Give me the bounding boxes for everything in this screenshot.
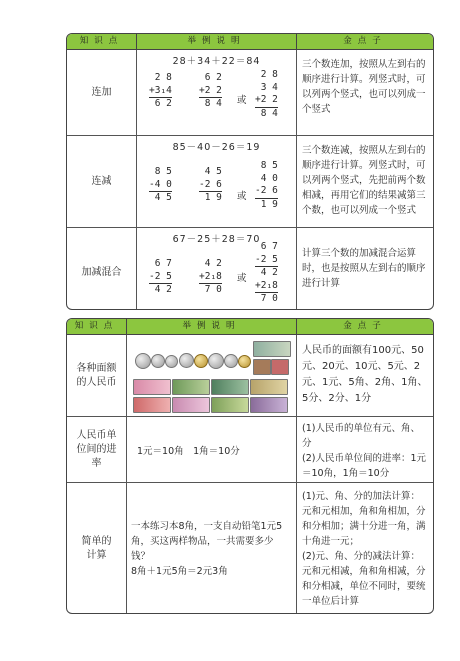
banknote-icon [172, 397, 210, 413]
table-row [67, 417, 433, 483]
example-cell: 一本练习本8角，一支自动铅笔1元5角，买这两样物品，一共需要多少钱？ 8角＋1元5角＝2元3角 [127, 483, 297, 614]
tip-cell: (1)人民币的单位有元、角、分 (2)人民币单位间的进率：1元＝10角，1角＝10分 [302, 423, 427, 479]
tip-cell: (1)元、角、分的加法计算：元和元相加，角和角相加，分和分相加；满十分进一角，满十角进一元； (2)元、角、分的减法计算：元和元相减，角和角相减，分和分相减，单位不同时，要统一单位后计算 [302, 491, 426, 607]
vertical-calc: 6 2 +2 2 8 4 [199, 72, 222, 109]
vertical-calc: 8 5 4 0 -2 6 1 9 [255, 160, 278, 210]
example-cell [137, 50, 297, 135]
topic-cell: 各种面额的人民币 [67, 335, 127, 416]
vertical-calc: 4 2 +2₁8 7 0 [199, 258, 222, 295]
table-row [67, 483, 433, 614]
banknote-icon [133, 379, 171, 395]
topic-cell: 简单的计算 [67, 483, 127, 614]
or-label: 或 [237, 191, 247, 202]
topic-cell: 连减 [67, 136, 137, 227]
coin-icon [208, 353, 224, 369]
table-row [67, 136, 433, 228]
or-label: 或 [237, 95, 247, 106]
header-tip: 金点子 [343, 36, 387, 46]
header-topic: 知识点 [67, 34, 137, 49]
banknote-icon [271, 359, 289, 375]
coin-icon [135, 353, 151, 369]
example-cell [127, 335, 297, 416]
example-cell [137, 136, 297, 227]
tip-cell: 三个数连加，按照从左到右的顺序进行计算。列竖式时，可以列两个竖式，也可以列成一个竖式 [302, 59, 426, 115]
banknote-icon [253, 341, 291, 357]
banknote-icon [211, 379, 249, 395]
table-row [67, 50, 433, 136]
coin-icon [165, 355, 178, 368]
table-header [67, 319, 433, 335]
header-example: 举例说明 [127, 319, 297, 334]
coin-icon [194, 354, 208, 368]
example-cell: 1元＝10角 1角＝10分 [127, 417, 297, 482]
vertical-calc: 8 5 -4 0 4 5 [149, 166, 172, 203]
banknote-icon [253, 359, 271, 375]
coin-icon [179, 353, 194, 368]
tip-cell: 计算三个数的加减混合运算时，也是按照从左到右的顺序进行计算 [302, 248, 426, 289]
coin-icon [224, 354, 238, 368]
table-header [67, 34, 433, 50]
header-tip: 金点子 [343, 321, 387, 331]
vertical-calc: 2 8 +3₁4 6 2 [149, 72, 172, 109]
banknote-icon [250, 397, 288, 413]
banknote-icon [172, 379, 210, 395]
table-row [67, 335, 433, 417]
knowledge-table-addsub [66, 33, 434, 310]
rmb-banknotes-image [133, 339, 289, 417]
topic-cell: 人民币单位间的进率 [67, 417, 127, 482]
banknote-icon [250, 379, 288, 395]
equation: 85－40－26＝19 [172, 142, 261, 153]
tip-cell: 人民币的面额有100元、50元、20元、10元、5元、2元、1元、5角、2角、1角、5分、2分、1分 [302, 345, 428, 404]
vertical-calc: 4 5 -2 6 1 9 [199, 166, 222, 203]
vertical-calc: 2 8 3 4 +2 2 8 4 [255, 69, 278, 119]
knowledge-table-money [66, 318, 434, 614]
topic-cell: 加减混合 [67, 228, 137, 310]
banknote-icon [211, 397, 249, 413]
vertical-calc: 6 7 -2 5 4 2 [149, 258, 172, 295]
example-cell [137, 228, 297, 310]
vertical-calc: 6 7 -2 5 4 2 +2₁8 7 0 [255, 241, 278, 304]
equation: 28＋34＋22＝84 [172, 56, 261, 67]
topic-cell: 连加 [67, 50, 137, 135]
banknote-icon [133, 397, 171, 413]
equation: 67－25＋28＝70 [172, 234, 261, 245]
coin-icon [151, 354, 165, 368]
header-topic: 知识点 [67, 319, 127, 334]
table-row [67, 228, 433, 310]
or-label: 或 [237, 273, 247, 284]
coin-icon [238, 355, 251, 368]
tip-cell: 三个数连减，按照从左到右的顺序进行计算。列竖式时，可以列两个竖式，先把前两个数相减，再用它们的结果减第三个数，也可以列成一个竖式 [302, 145, 426, 216]
header-example: 举例说明 [137, 34, 297, 49]
